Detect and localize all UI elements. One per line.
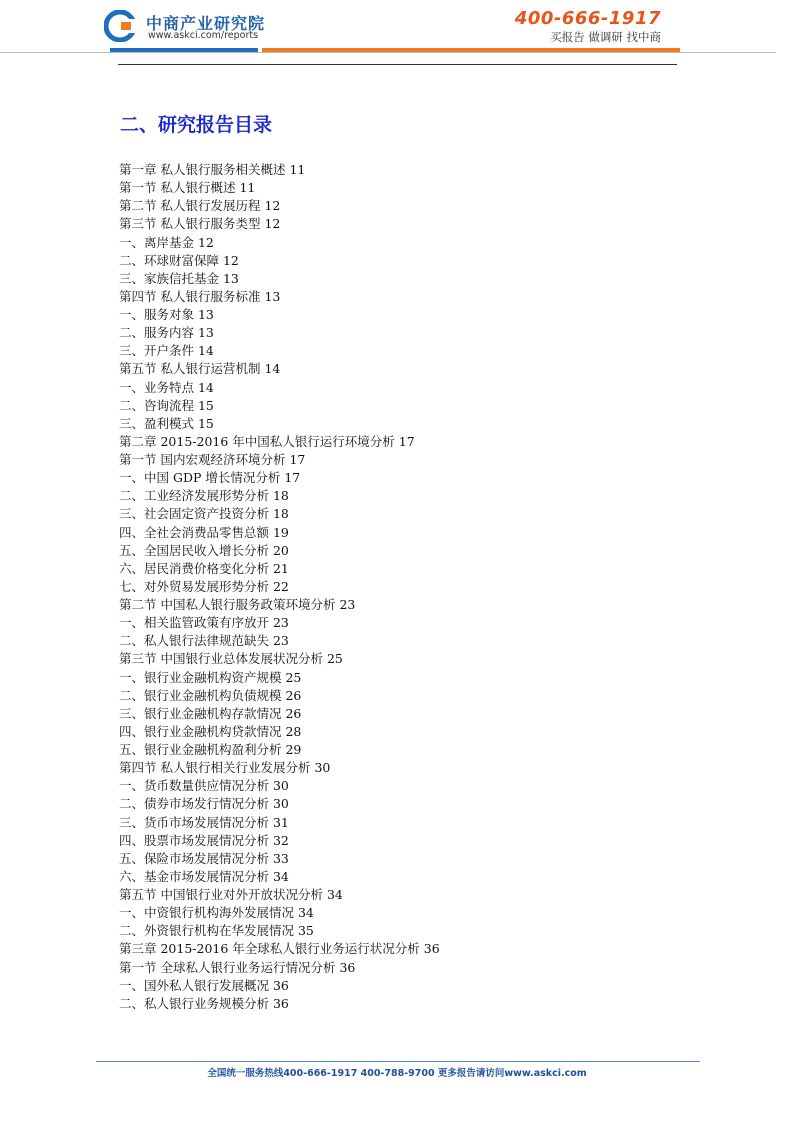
toc-entry: 第五节 中国银行业对外开放状况分析 34	[119, 887, 343, 902]
toc-entry: 三、盈利模式 15	[119, 415, 214, 431]
toc-entry: 第一节 国内宏观经济环境分析 17	[119, 452, 306, 467]
toc-entry: 六、基金市场发展情况分析 34	[119, 868, 289, 884]
toc-entry: 第四节 私人银行相关行业发展分析 30	[119, 760, 331, 776]
toc-entry: 一、业务特点 14	[119, 379, 214, 395]
toc-entry: 一、中资银行机构海外发展情况 34	[119, 905, 314, 921]
toc-entry: 一、中国 GDP 增长情况分析 17	[119, 470, 301, 486]
toc-entry: 第四节 私人银行服务标准 13	[119, 288, 281, 304]
toc-entry: 第三节 私人银行服务类型 12	[119, 216, 281, 232]
hotline-number: 400-666-1917	[514, 8, 661, 29]
toc-entry: 一、货币数量供应情况分析 30	[119, 778, 289, 794]
toc-entry: 第一节 私人银行概述 11	[119, 180, 256, 196]
toc-entry: 七、对外贸易发展形势分析 22	[119, 578, 289, 594]
toc-entry: 第三章 2015-2016 年全球私人银行业务运行状况分析 36	[119, 941, 440, 957]
footer-divider	[96, 1061, 700, 1062]
toc-entry: 二、服务内容 13	[119, 325, 214, 341]
toc-entry: 五、保险市场发展情况分析 33	[119, 850, 289, 866]
toc-entry: 四、股票市场发展情况分析 32	[119, 832, 289, 848]
toc-entry: 第五节 私人银行运营机制 14	[119, 361, 281, 377]
toc-entry: 三、开户条件 14	[119, 343, 214, 359]
toc-entry: 四、银行业金融机构贷款情况 28	[119, 723, 302, 739]
toc-entry: 三、银行业金融机构存款情况 26	[119, 705, 302, 721]
toc-entry: 三、家族信托基金 13	[119, 270, 239, 286]
footer-contact: 全国统一服务热线400-666-1917 400-788-9700 更多报告请访问www.askci.com	[207, 1068, 587, 1079]
section-title: 二、研究报告目录	[120, 114, 273, 136]
toc-entry: 六、居民消费价格变化分析 21	[119, 560, 289, 576]
toc-entry: 三、货币市场发展情况分析 31	[119, 814, 289, 830]
toc-entry: 二、咨询流程 15	[119, 397, 214, 413]
toc-entry: 第二节 私人银行发展历程 12	[119, 198, 281, 214]
toc-entry: 第二章 2015-2016 年中国私人银行运行环境分析 17	[119, 433, 415, 449]
toc-entry: 第二节 中国私人银行服务政策环境分析 23	[119, 597, 356, 612]
toc-entry: 四、全社会消费品零售总额 19	[119, 524, 289, 540]
service-slogan: 买报告 做调研 找中商	[550, 30, 661, 44]
brand-url[interactable]: www.askci.com/reports	[148, 30, 259, 41]
toc-entry: 一、服务对象 13	[119, 307, 214, 322]
toc-entry: 二、环球财富保障 12	[119, 252, 239, 268]
page-header	[0, 0, 794, 66]
toc-entry: 二、工业经济发展形势分析 18	[119, 488, 289, 504]
askci-logo-icon	[104, 10, 136, 42]
toc-entry: 二、私人银行业务规模分析 36	[119, 995, 289, 1011]
table-of-contents	[119, 161, 679, 1013]
toc-entry: 一、银行业金融机构资产规模 25	[119, 669, 302, 685]
toc-entry: 第一节 全球私人银行业务运行情况分析 36	[119, 959, 356, 975]
toc-entry: 第一章 私人银行服务相关概述 11	[119, 162, 306, 177]
toc-entry: 三、社会固定资产投资分析 18	[119, 506, 289, 522]
toc-entry: 二、债券市场发行情况分析 30	[119, 796, 289, 812]
toc-entry: 二、私人银行法律规范缺失 23	[119, 633, 289, 649]
content-top-rule	[118, 64, 677, 65]
toc-entry: 第三节 中国银行业总体发展状况分析 25	[119, 651, 343, 667]
toc-entry: 一、相关监管政策有序放开 23	[119, 615, 289, 631]
brand-name: 中商产业研究院	[146, 14, 266, 33]
toc-entry: 二、银行业金融机构负债规模 26	[119, 687, 302, 703]
toc-entry: 五、全国居民收入增长分析 20	[119, 542, 289, 558]
toc-entry: 一、离岸基金 12	[119, 234, 214, 250]
header-divider	[0, 52, 776, 53]
toc-entry: 二、外资银行机构在华发展情况 35	[119, 923, 314, 939]
toc-entry: 一、国外私人银行发展概况 36	[119, 977, 289, 993]
toc-entry: 五、银行业金融机构盈利分析 29	[119, 742, 302, 757]
